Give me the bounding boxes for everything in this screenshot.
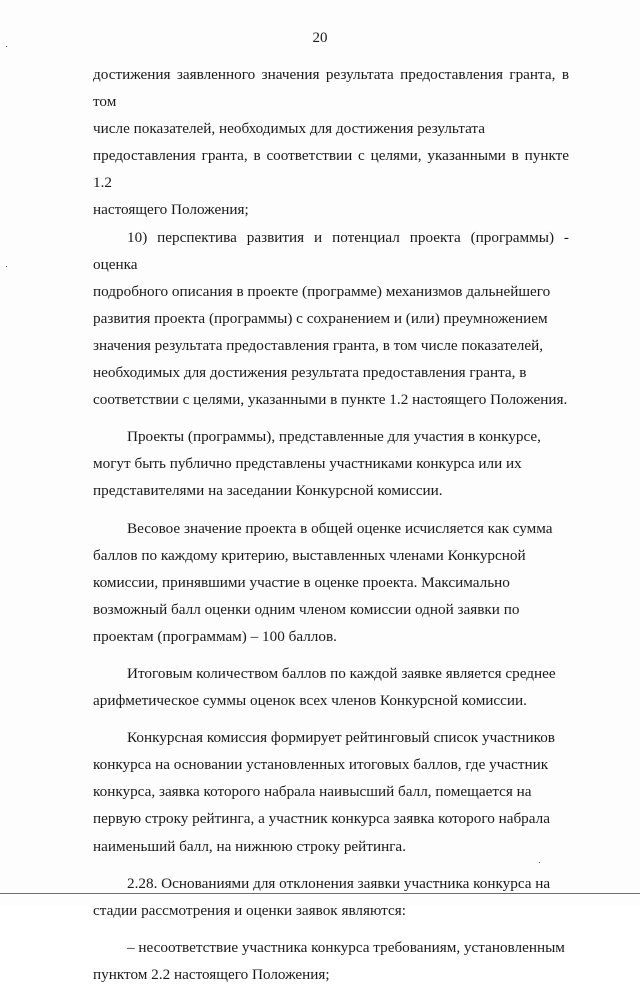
paragraph-rejection-ground: – несоответствие участника конкурса требованиям, установленным пунктом 2.2 настоящего Положения; [93, 938, 565, 983]
scan-artifact-dot [6, 46, 7, 47]
document-body [93, 61, 569, 988]
paragraph-rating-list: Конкурсная комиссия формирует рейтинговый список участников конкурса на основании установленных итоговых баллов, где участник конкурса, заявка которого набрала наивысший балл, помещается на первую строку рейтинга, а участник конкурса заявка которого набрала наименьший балл, на нижнюю строку рейтинга. [93, 729, 555, 855]
paragraph-section-2-28: 2.28. Основаниями для отклонения заявки участника конкурса на стадии рассмотрения и оценки заявок являются: [93, 874, 551, 919]
page-number: 20 [312, 30, 328, 46]
bottom-edge-line [0, 893, 640, 894]
paragraph-continuation: достижения заявленного значения результата предоставления гранта, в том числе показателей, необходимых для достижения результата предоставления гранта, в соответствии с целями, указанными в пункте 1.2 настоящего Положения; [93, 66, 569, 219]
scan-artifact-dot [6, 266, 7, 267]
paragraph-weight-value: Весовое значение проекта в общей оценке исчисляется как сумма баллов по каждому критерию, выставленных членами Конкурсной комиссии, принявшими участие в оценке проекта. Максимально возможный балл оценки одним членом комиссии одной заявки по проектам (программам) – 100 баллов. [93, 519, 553, 645]
paragraph-criterion-10: 10) перспектива развития и потенциал проекта (программы) - оценка подробного описания в проекте (программе) механизмов дальнейшего развития проекта (программы) с сохранением и (или) преумножением значения результата предоставления гранта, в том числе показателей, необходимых для достижения результата предоставления гранта, в соответствии с целями, указанными в пункте 1.2 настоящего Положения. [93, 228, 569, 409]
paragraph-projects-presentation: Проекты (программы), представленные для участия в конкурсе, могут быть публично представлены участниками конкурса или их представителями на заседании Конкурсной комиссии. [93, 428, 541, 500]
scan-artifact-dot [539, 862, 540, 863]
paragraph-total-score: Итоговым количеством баллов по каждой заявке является среднее арифметическое суммы оценок всех членов Конкурсной комиссии. [93, 664, 556, 710]
